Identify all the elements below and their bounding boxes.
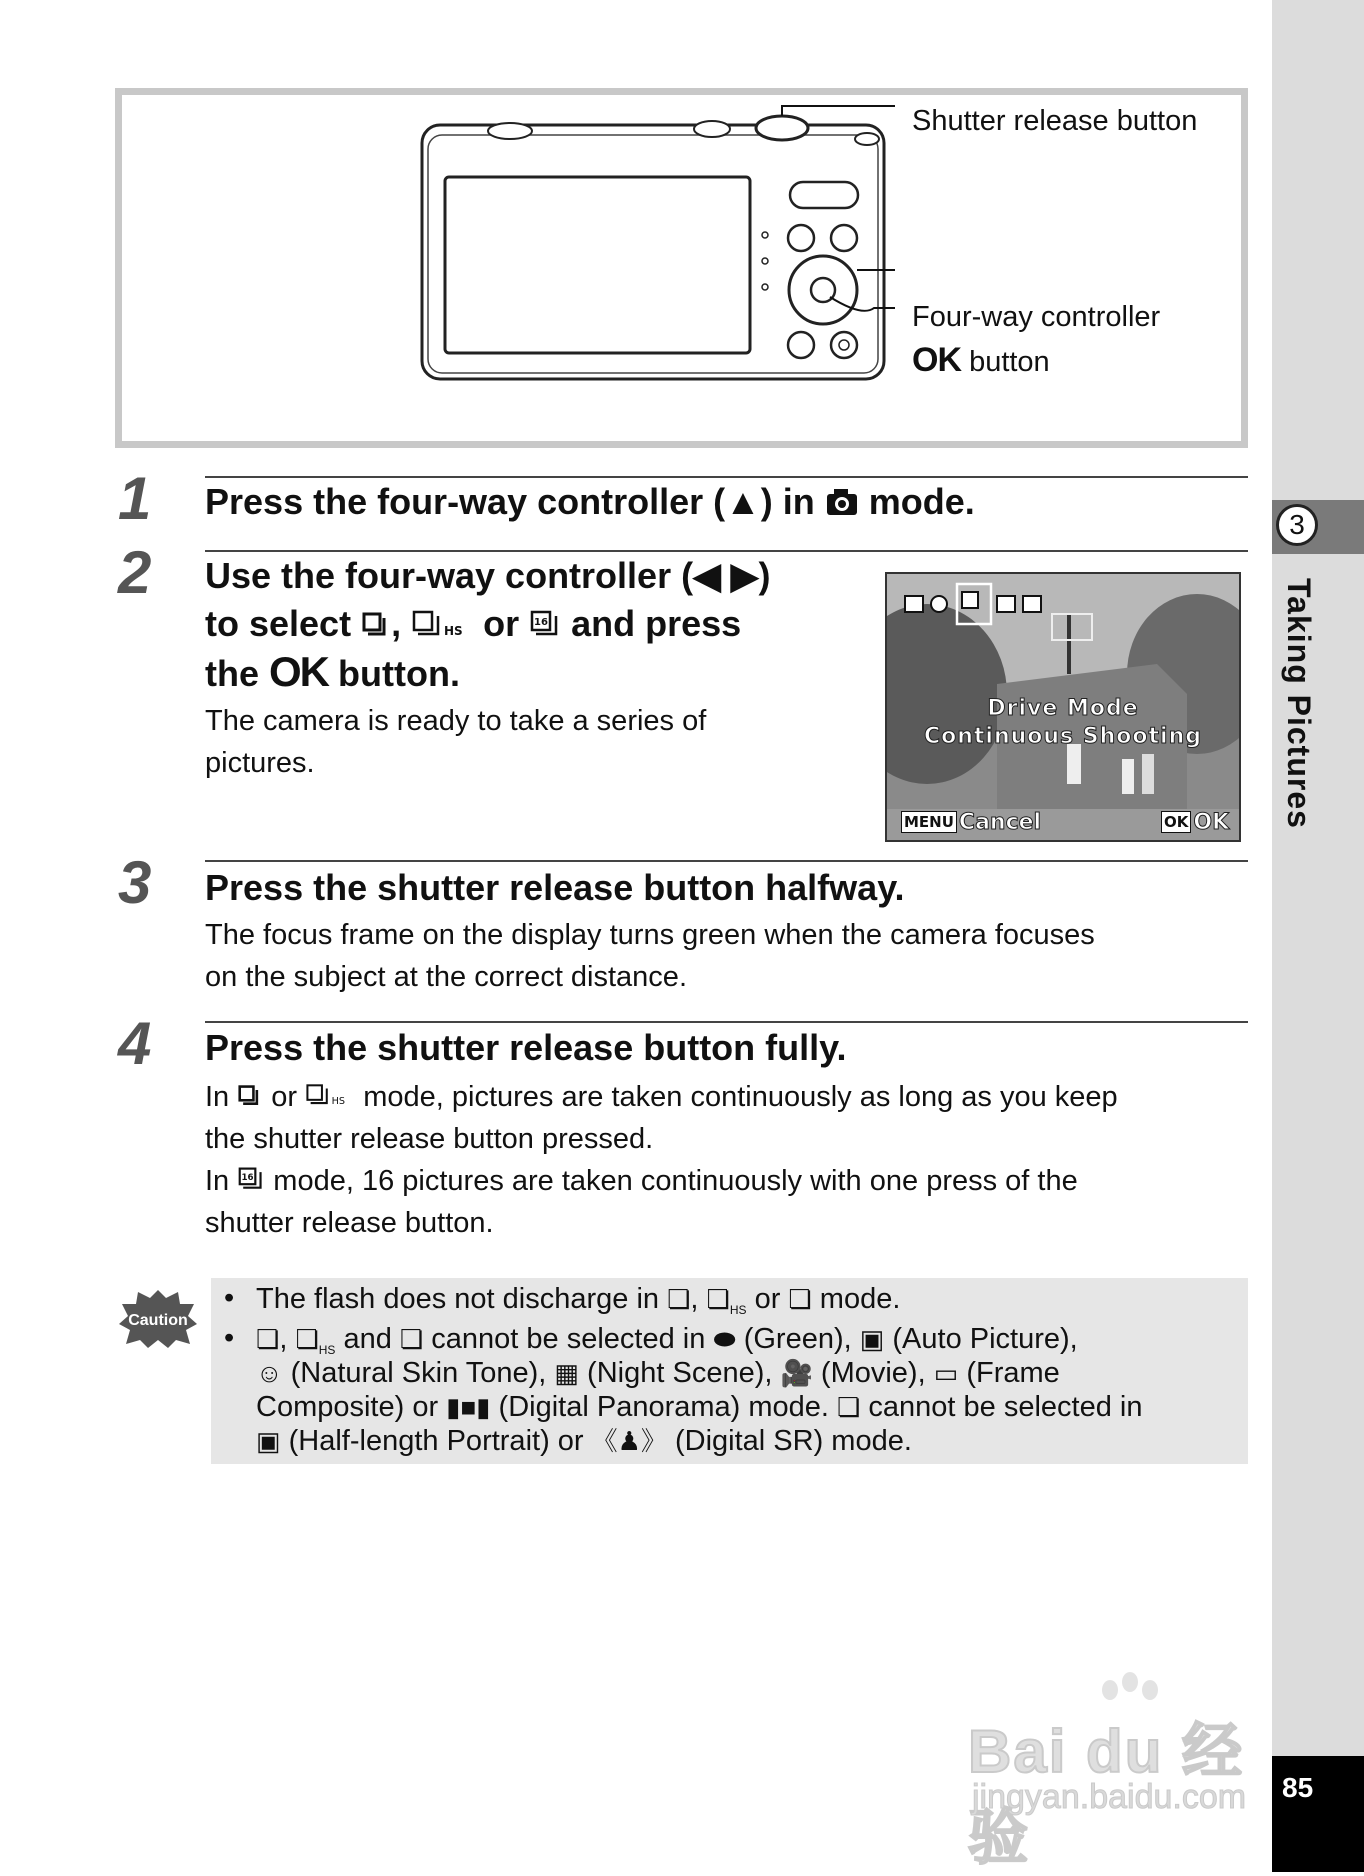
c-l1c: mode. xyxy=(811,1283,901,1315)
c-l3b: (Night Scene), xyxy=(579,1357,781,1389)
burst-16-icon xyxy=(237,1166,265,1192)
night-scene-icon: ▦ xyxy=(554,1358,579,1388)
ok-symbol: OK xyxy=(912,341,961,379)
digital-panorama-icon: ▮■▮ xyxy=(446,1392,491,1422)
green-mode-icon: ⬬ xyxy=(713,1324,736,1354)
lcd-cancel xyxy=(901,810,1041,835)
c-l3c: (Movie), xyxy=(812,1357,934,1389)
step-4-rule xyxy=(205,1021,1248,1023)
s4-l3a: In xyxy=(205,1165,238,1197)
high-speed-continuous-icon: $❏_{HS}$ xyxy=(295,1324,336,1358)
c-l3a: (Natural Skin Tone), xyxy=(282,1357,555,1389)
continuous-shooting-icon xyxy=(361,611,391,639)
svg-text:HS: HS xyxy=(444,624,463,638)
step-4-number: 4 xyxy=(118,1010,152,1077)
step-4-body-l2: the shutter release button pressed. xyxy=(205,1123,654,1155)
ok-symbol-step-2: OK xyxy=(269,648,329,695)
ok-button-callout xyxy=(912,341,1050,380)
lcd-menu-box: MENU xyxy=(901,811,957,833)
frame-composite-icon: ▭ xyxy=(933,1358,959,1388)
svg-text:HS: HS xyxy=(331,1095,346,1107)
step-1-title-b: mode. xyxy=(858,481,975,522)
step-2-title-line1: Use the four-way controller (◀ ▶) xyxy=(205,555,771,596)
step-3-body-l1: The focus frame on the display turns green when the camera focuses xyxy=(205,919,1095,951)
caution-line-1: The flash does not discharge in ❏, $❏_{HS}$ or ❏ mode. xyxy=(256,1282,900,1327)
digital-sr-icon: 《♟》 xyxy=(591,1426,667,1456)
half-length-portrait-icon: ▣ xyxy=(256,1426,281,1456)
c-l2d: (Auto Picture), xyxy=(884,1323,1078,1355)
step-3-number: 3 xyxy=(118,849,152,916)
baidu-watermark xyxy=(960,1670,1280,1871)
step-2-title xyxy=(205,552,770,698)
c-l1b: or xyxy=(746,1283,789,1315)
step-3-title: Press the shutter release button halfway. xyxy=(205,867,905,908)
step-2-number: 2 xyxy=(118,539,152,606)
shutter-callout: Shutter release button xyxy=(912,105,1198,137)
step-2-title-l3b: button. xyxy=(328,653,460,694)
step-2-title-l3a: the xyxy=(205,653,270,694)
burst-16-icon: ❏ xyxy=(837,1392,861,1422)
c-l1a: The flash does not discharge in xyxy=(256,1283,668,1315)
s4-l1a: In xyxy=(205,1081,238,1113)
lcd-ok-label: OK xyxy=(1193,810,1230,835)
lcd-ok xyxy=(1161,810,1229,835)
caution-bullet-1: • xyxy=(224,1282,235,1314)
c-l5a: (Half-length Portrait) or xyxy=(280,1425,592,1457)
four-way-callout: Four-way controller xyxy=(912,301,1161,333)
watermark-url: jingyan.baidu.com xyxy=(972,1778,1247,1816)
step-4-body-l4: shutter release button. xyxy=(205,1207,494,1239)
auto-picture-icon: ▣ xyxy=(859,1324,885,1354)
watermark-main: Bai du 经验 xyxy=(968,1718,1245,1871)
step-4-body-l3 xyxy=(205,1160,1118,1202)
s4-l1b: or xyxy=(263,1081,306,1113)
continuous-shooting-icon xyxy=(237,1084,263,1108)
c-l4a: Composite) or xyxy=(256,1391,447,1423)
c-l2c: (Green), xyxy=(735,1323,860,1355)
chapter-number: 3 xyxy=(1276,504,1318,546)
caution-line-2: ❏, $❏_{HS}$ and ❏ cannot be selected in ⬬ (Green), ▣ (Auto Picture), xyxy=(256,1322,1078,1367)
s4-l1c: mode, pictures are taken continuously as long as you keep xyxy=(355,1081,1118,1113)
high-speed-continuous-icon xyxy=(305,1082,355,1108)
step-3-body-l2: on the subject at the correct distance. xyxy=(205,961,687,993)
chapter-sidebar xyxy=(1272,0,1364,1872)
burst-16-icon: ❏ xyxy=(399,1324,424,1354)
chapter-title: Taking Pictures xyxy=(1281,578,1317,829)
step-1-title-a: Press the four-way controller (▲) in xyxy=(205,481,825,522)
c-l3d: (Frame xyxy=(958,1357,1060,1389)
step-2-title-line3 xyxy=(205,648,770,698)
burst-16-icon xyxy=(529,609,561,639)
step-4-body-l1 xyxy=(205,1076,1118,1118)
camera-back-illustration xyxy=(122,95,1241,441)
high-speed-continuous-icon xyxy=(411,609,473,639)
ok-callout-text: button xyxy=(969,346,1050,378)
s4-l3b: mode, 16 pictures are taken continuously with one press of the xyxy=(265,1165,1078,1197)
c-l2b: cannot be selected in xyxy=(423,1323,714,1355)
continuous-shooting-icon: ❏ xyxy=(667,1284,691,1314)
step-2-body-l2: pictures. xyxy=(205,747,315,779)
caution-icon-label: Caution xyxy=(128,1312,188,1329)
c-l4b: (Digital Panorama) mode. xyxy=(490,1391,838,1423)
c-l5b: (Digital SR) mode. xyxy=(666,1425,912,1457)
caution-line-4 xyxy=(256,1390,1143,1424)
step-2-title-l2c: and press xyxy=(561,603,742,644)
step-2-title-line2: to select , HS or 16 and press xyxy=(205,603,742,644)
step-2-title-l2a: to select xyxy=(205,603,362,644)
caution-line-5 xyxy=(256,1424,912,1458)
step-3-body xyxy=(205,914,1095,998)
step-4-body xyxy=(205,1076,1118,1244)
svg-text:16: 16 xyxy=(534,617,549,628)
lcd-continuous-shooting-label: Continuous Shooting xyxy=(923,724,1203,749)
caution-icon xyxy=(118,1288,198,1348)
step-2-title-l2b: or xyxy=(473,603,530,644)
lcd-cancel-label: Cancel xyxy=(958,810,1042,835)
step-2-body xyxy=(205,700,706,784)
step-1-title xyxy=(205,478,975,526)
c-l2a: and xyxy=(335,1323,400,1355)
lcd-drive-mode-label: Drive Mode xyxy=(987,696,1139,721)
camera-mode-icon xyxy=(825,487,859,517)
natural-skin-tone-icon: ☺ xyxy=(256,1358,283,1388)
high-speed-continuous-icon: $❏_{HS}$ xyxy=(706,1284,747,1318)
step-3-rule xyxy=(205,860,1248,862)
step-4-title: Press the shutter release button fully. xyxy=(205,1027,847,1068)
caution-bullet-2: • xyxy=(224,1322,235,1354)
burst-16-icon: ❏ xyxy=(788,1284,812,1314)
camera-figure xyxy=(115,88,1248,448)
svg-text:16: 16 xyxy=(241,1172,254,1183)
movie-icon: 🎥 xyxy=(780,1358,813,1388)
caution-line-3 xyxy=(256,1356,1060,1390)
step-1-number: 1 xyxy=(118,465,152,532)
lcd-ok-box: OK xyxy=(1161,811,1191,833)
page-number: 85 xyxy=(1272,1756,1364,1872)
continuous-shooting-icon: ❏ xyxy=(256,1324,280,1354)
c-l4c: cannot be selected in xyxy=(860,1391,1143,1423)
lcd-screen-preview xyxy=(885,572,1241,842)
step-2-body-l1: The camera is ready to take a series of xyxy=(205,705,707,737)
